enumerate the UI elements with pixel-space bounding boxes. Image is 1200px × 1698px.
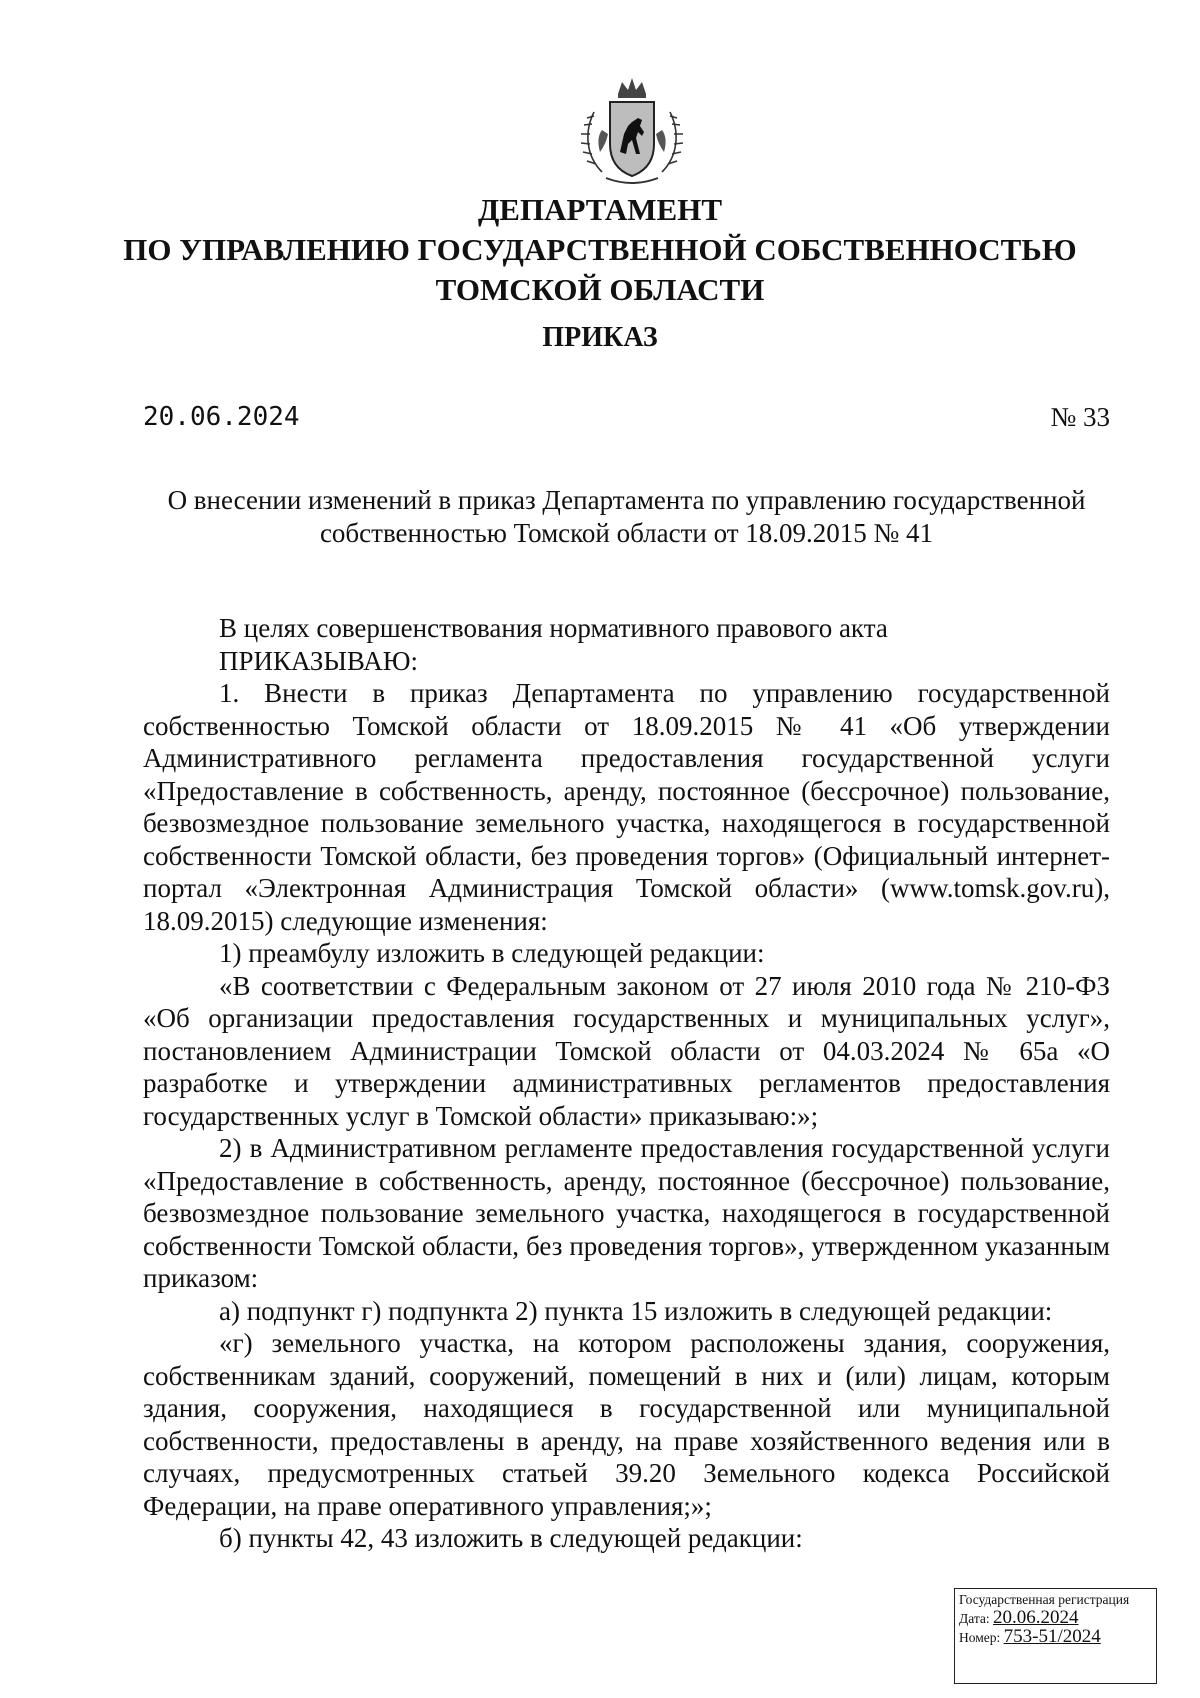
registration-number-row: [959, 1628, 1152, 1647]
order-directive: ПРИКАЗЫВАЮ:: [219, 645, 418, 676]
header-line-1: ДЕПАРТАМЕНТ: [477, 192, 723, 227]
order-subject: О внесении изменений в приказ Департамента по управлению государственной собственностью Томской области от 18.09.2015 № 41: [167, 485, 1086, 548]
preamble-quote-paragraph: «В соответствии с Федеральным законом от 27 июля 2010 года № 210-ФЗ «Об организации предоставления государственных и муниципальных услуг», постановлением Администрации Томской области от 04.03.2024 № 65а «О разработке и утверждении административных регламентов предоставления государственных услуг в Томской области» приказываю:»;: [143, 970, 1110, 1131]
registration-date-label: Дата:: [959, 1611, 990, 1626]
order-number: № 33: [1050, 402, 1110, 432]
header-line-3: ТОМСКОЙ ОБЛАСТИ: [435, 272, 765, 307]
registration-number-value: 753-51/2024: [1003, 1626, 1101, 1647]
order-body: [143, 612, 1110, 1555]
subitem-b-paragraph: б) пункты 42, 43 изложить в следующей редакции:: [219, 1523, 803, 1553]
subitem-g-quote-paragraph: «г) земельного участка, на котором расположены здания, сооружения, собственникам зданий, сооружений, помещений в них и (или) лицам, которым здания, сооружения, находящиеся в государственной или муниципальной собственности, предоставлены в аренду, на праве хозяйственного ведения или в случаях, предусмотренных статьей 39.20 Земельного кодекса Российской Федерации, на праве оперативного управления;»;: [143, 1328, 1110, 1521]
registration-number-label: Номер:: [959, 1630, 1001, 1645]
tomsk-region-coat-of-arms-icon: [572, 72, 692, 194]
department-header: [0, 190, 1200, 310]
registration-title: Государственная регистрация: [959, 1592, 1130, 1607]
order-date: 20.06.2024: [143, 402, 300, 432]
subitem-a-paragraph: а) подпункт г) подпункта 2) пункта 15 изложить в следующей редакции:: [219, 1295, 1053, 1326]
header-line-2: ПО УПРАВЛЕНИЮ ГОСУДАРСТВЕННОЙ СОБСТВЕННОСТЬЮ: [123, 232, 1077, 267]
item-1-paragraph: 1. Внести в приказ Департамента по управлению государственной собственностью Томской области от 18.09.2015 № 41 «Об утверждении Административного регламента предоставления государственной услуги «Предоставление в собственность, аренду, постоянное (бессрочное) пользование, безвозмездное пользование земельного участка, находящегося в государственной собственности Томской области, без проведения торгов» (Официальный интернет-портал «Электронная Администрация Томской области» (www.tomsk.gov.ru), 18.09.2015) следующие изменения:: [143, 678, 1110, 936]
registration-date-value: 20.06.2024: [993, 1607, 1079, 1628]
registration-stamp: [954, 1588, 1157, 1684]
subitem-2-paragraph: 2) в Административном регламенте предоставления государственной услуги «Предоставление в собственность, аренду, постоянное (бессрочное) пользование, безвозмездное пользование земельного участка, находящегося в государственной собственности Томской области, без проведения торгов», утвержденном указанным приказом:: [143, 1133, 1110, 1293]
document-title: ПРИКАЗ: [542, 322, 658, 353]
subitem-1-paragraph: 1) преамбулу изложить в следующей редакции:: [219, 938, 765, 968]
preamble-paragraph: В целях совершенствования нормативного правового акта: [219, 613, 888, 643]
